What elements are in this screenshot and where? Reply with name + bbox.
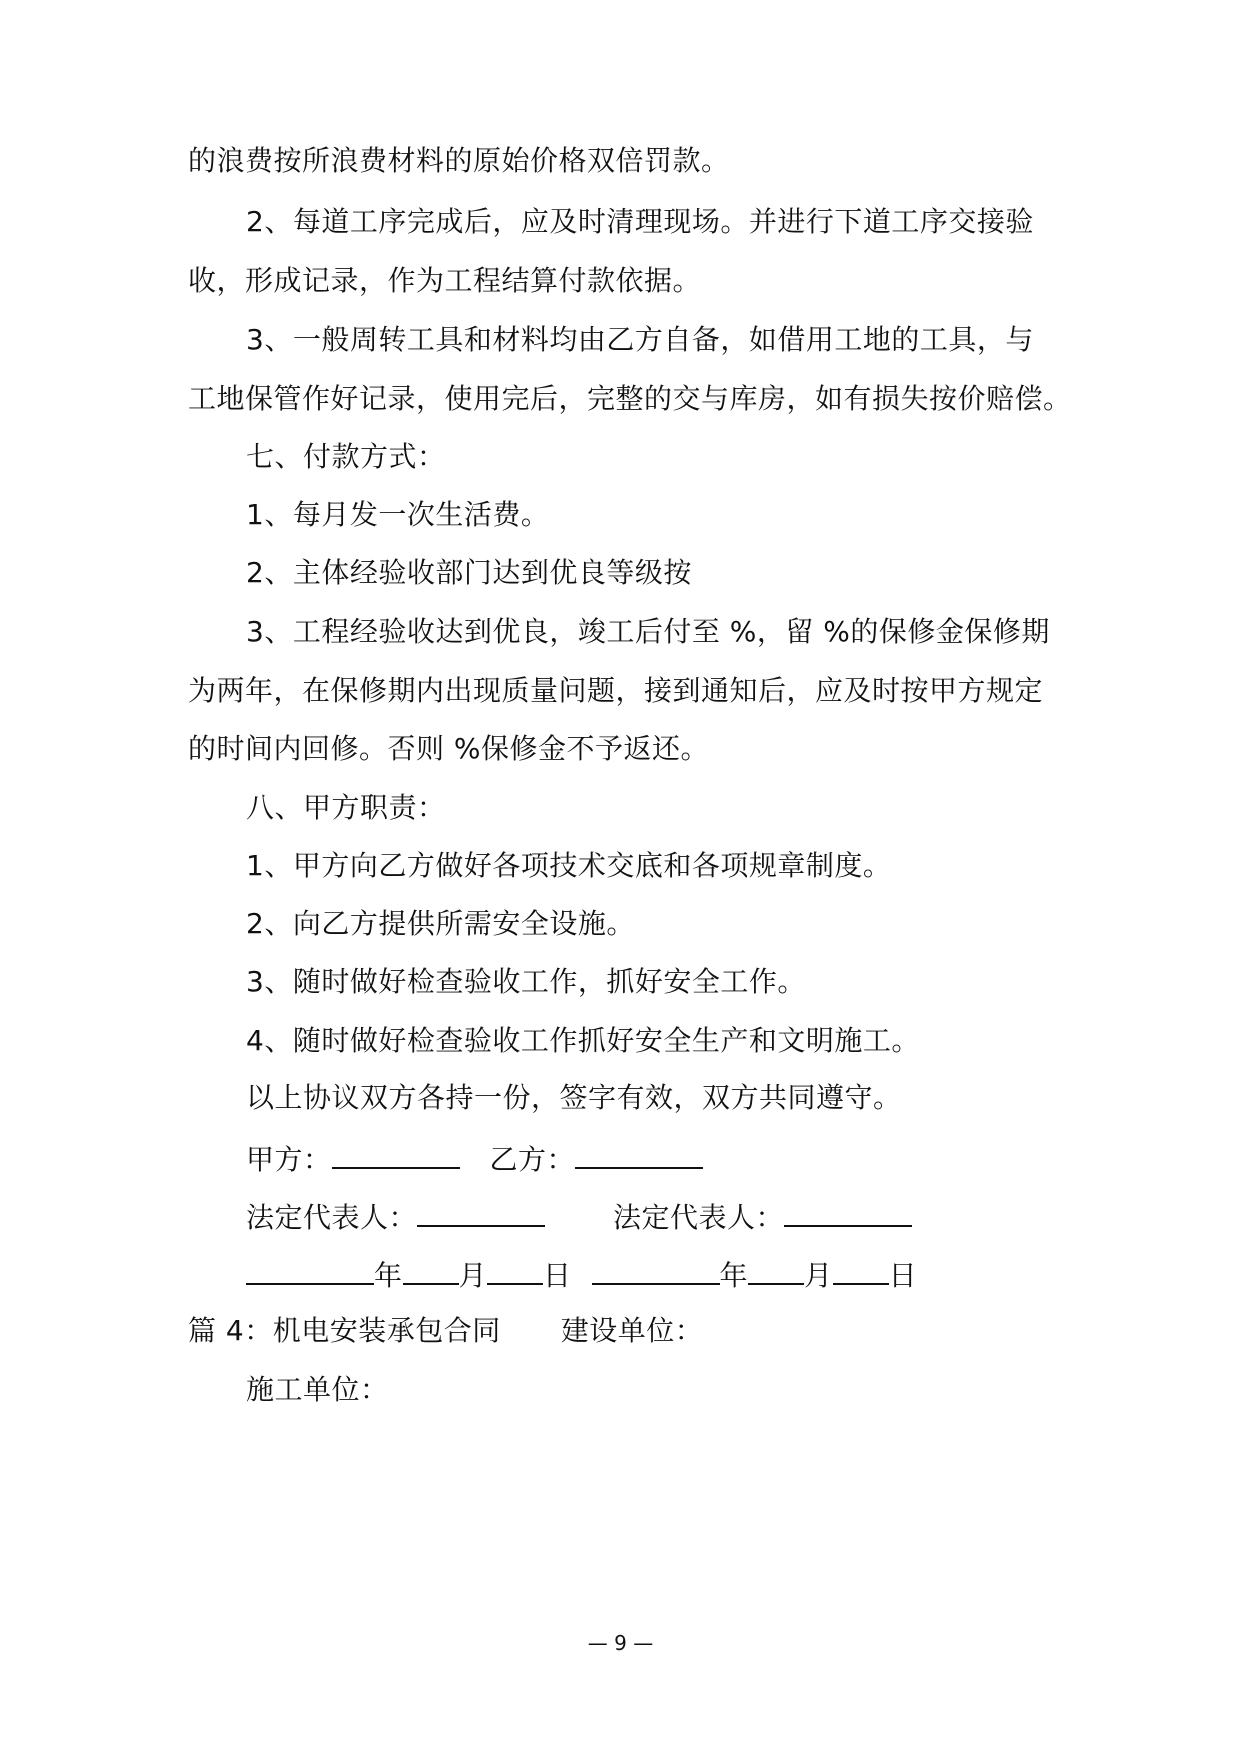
section-heading: 七、付款方式： xyxy=(246,440,446,473)
day-a-blank xyxy=(487,1253,543,1285)
rep-b-blank xyxy=(784,1195,912,1227)
rep-a-label: 法定代表人： xyxy=(246,1201,418,1234)
year-b-blank xyxy=(592,1253,720,1285)
text-line: 1、每月发一次生活费。 xyxy=(246,498,550,531)
day-b-blank xyxy=(833,1253,889,1285)
section4-contractor: 施工单位： xyxy=(246,1373,389,1406)
year-a-blank xyxy=(246,1253,374,1285)
text-line: 的浪费按所浪费材料的原始价格双倍罚款。 xyxy=(188,144,730,177)
section-heading: 八、甲方职责： xyxy=(246,791,446,824)
page-number: — 9 — xyxy=(587,1631,654,1655)
text-line: 工地保管作好记录，使用完后，完整的交与库房，如有损失按价赔偿。 xyxy=(188,382,1072,415)
month-label: 月 xyxy=(804,1259,833,1292)
signature-parties xyxy=(246,1137,703,1180)
signature-dates xyxy=(246,1253,917,1296)
year-label: 年 xyxy=(374,1259,403,1292)
rep-a-blank xyxy=(417,1195,545,1227)
section4-builder: 建设单位： xyxy=(560,1314,704,1347)
month-a-blank xyxy=(403,1253,459,1285)
party-b-blank xyxy=(575,1137,703,1169)
section4-heading-line xyxy=(188,1311,703,1351)
text-line: 1、甲方向乙方做好各项技术交底和各项规章制度。 xyxy=(246,849,892,882)
text-line: 3、工程经验收达到优良，竣工后付至 %，留 %的保修金保修期 xyxy=(246,615,1050,648)
text-line: 2、向乙方提供所需安全设施。 xyxy=(246,907,635,940)
party-b-label: 乙方： xyxy=(489,1143,576,1176)
section4-title: 篇 4：机电安装承包合同 xyxy=(188,1314,501,1347)
day-label: 日 xyxy=(888,1259,918,1292)
text-line: 的时间内回修。否则 %保修金不予返还。 xyxy=(188,732,710,765)
text-line: 4、随时做好检查验收工作抓好安全生产和文明施工。 xyxy=(246,1024,920,1057)
month-label: 月 xyxy=(458,1259,488,1292)
party-a-label: 甲方： xyxy=(246,1143,332,1176)
signature-representatives xyxy=(246,1195,912,1238)
text-line: 收，形成记录，作为工程结算付款依据。 xyxy=(188,264,702,297)
day-label: 日 xyxy=(543,1259,572,1292)
party-a-blank xyxy=(332,1137,460,1169)
year-label: 年 xyxy=(719,1259,749,1292)
text-line: 2、主体经验收部门达到优良等级按 xyxy=(246,556,692,589)
text-line: 为两年，在保修期内出现质量问题，接到通知后，应及时按甲方规定 xyxy=(188,674,1044,707)
text-line: 3、一般周转工具和材料均由乙方自备，如借用工地的工具，与 xyxy=(246,323,1034,356)
text-line: 2、每道工序完成后，应及时清理现场。并进行下道工序交接验 xyxy=(246,205,1034,238)
text-line: 以上协议双方各持一份，签字有效，双方共同遵守。 xyxy=(246,1081,902,1114)
text-line: 3、随时做好检查验收工作，抓好安全工作。 xyxy=(246,965,806,998)
rep-b-label: 法定代表人： xyxy=(613,1201,785,1234)
month-b-blank xyxy=(748,1253,804,1285)
